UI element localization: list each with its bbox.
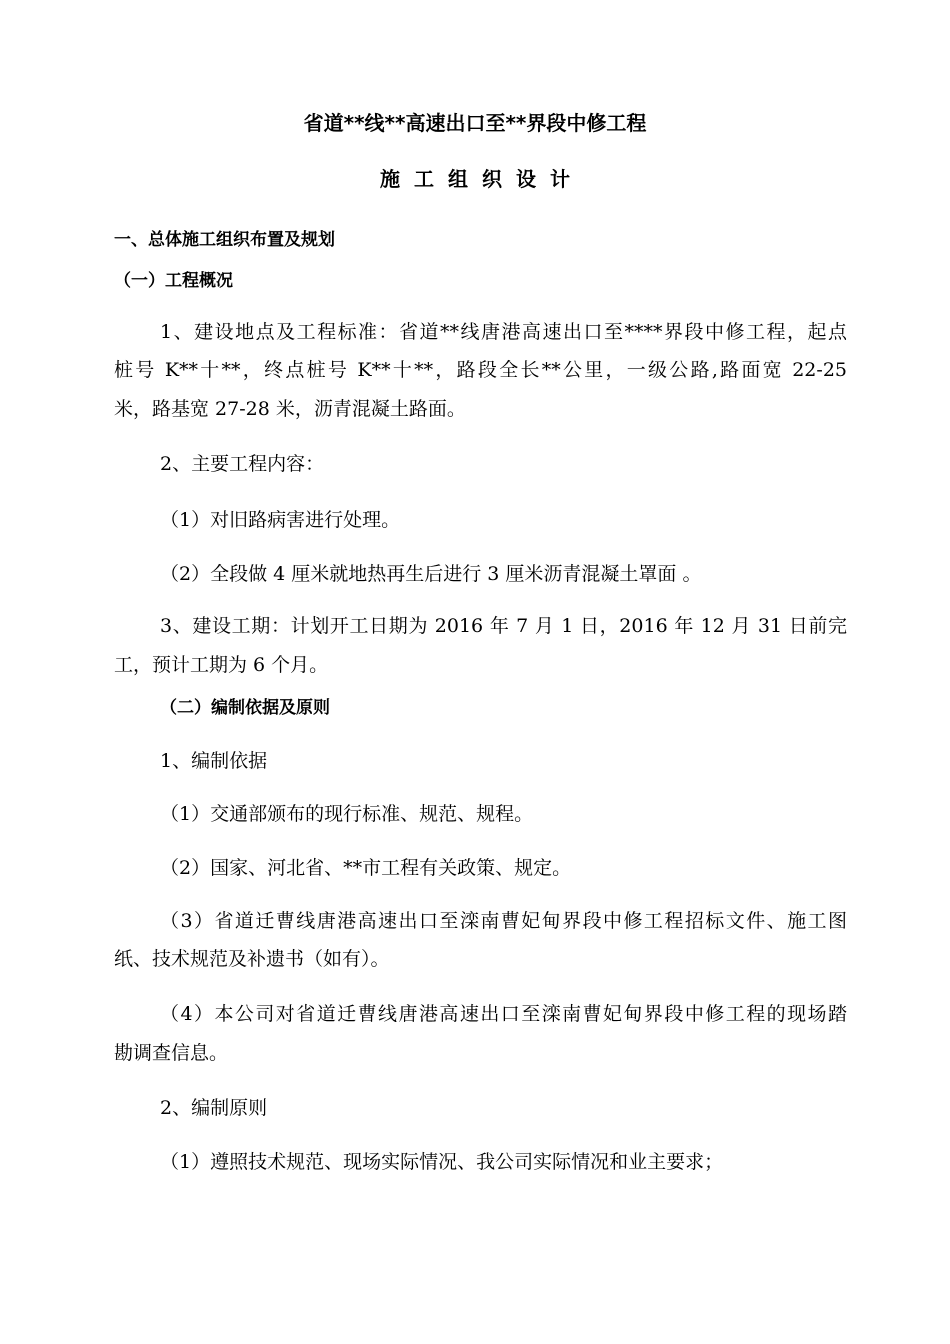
paragraph-line: 桩号 K**十**，终点桩号 K**十**，路段全长**公里，一级公路,路面宽 22-25: [114, 359, 847, 381]
section-heading: 一、总体施工组织布置及规划: [114, 230, 335, 250]
list-item: 勘调查信息。: [114, 1042, 229, 1064]
paragraph-line: 米，路基宽 27-28 米，沥青混凝土路面。: [114, 398, 466, 420]
document-subtitle: 施工组织设计: [380, 167, 584, 191]
paragraph-line: 1、建设地点及工程标准：省道**线唐港高速出口至****界段中修工程，起点: [160, 321, 847, 343]
list-item: （1）交通部颁布的现行标准、规范、规程。: [160, 803, 534, 825]
list-item: （2）全段做 4 厘米就地热再生后进行 3 厘米沥青混凝土罩面 。: [160, 563, 702, 585]
list-item: 纸、技术规范及补遗书（如有）。: [114, 948, 390, 970]
paragraph-line: 1、编制依据: [160, 750, 268, 772]
subsection-heading: （二）编制依据及原则: [160, 698, 330, 718]
paragraph-line: 3、建设工期：计划开工日期为 2016 年 7 月 1 日，2016 年 12 月 31 日前完: [160, 615, 847, 637]
paragraph-line: 工，预计工期为 6 个月。: [114, 654, 329, 676]
list-item: （4）本公司对省道迁曹线唐港高速出口至滦南曹妃甸界段中修工程的现场踏: [160, 1003, 847, 1025]
paragraph-line: 2、编制原则: [160, 1097, 268, 1119]
list-item: （1）对旧路病害进行处理。: [160, 509, 401, 531]
subsection-heading: （一）工程概况: [114, 271, 233, 291]
document-title: 省道**线**高速出口至**界段中修工程: [303, 111, 647, 135]
list-item: （3）省道迁曹线唐港高速出口至滦南曹妃甸界段中修工程招标文件、施工图: [160, 910, 847, 932]
paragraph-line: 2、主要工程内容：: [160, 453, 325, 475]
list-item: （1）遵照技术规范、现场实际情况、我公司实际情况和业主要求；: [160, 1151, 724, 1173]
list-item: （2）国家、河北省、**市工程有关政策、规定。: [160, 857, 572, 879]
